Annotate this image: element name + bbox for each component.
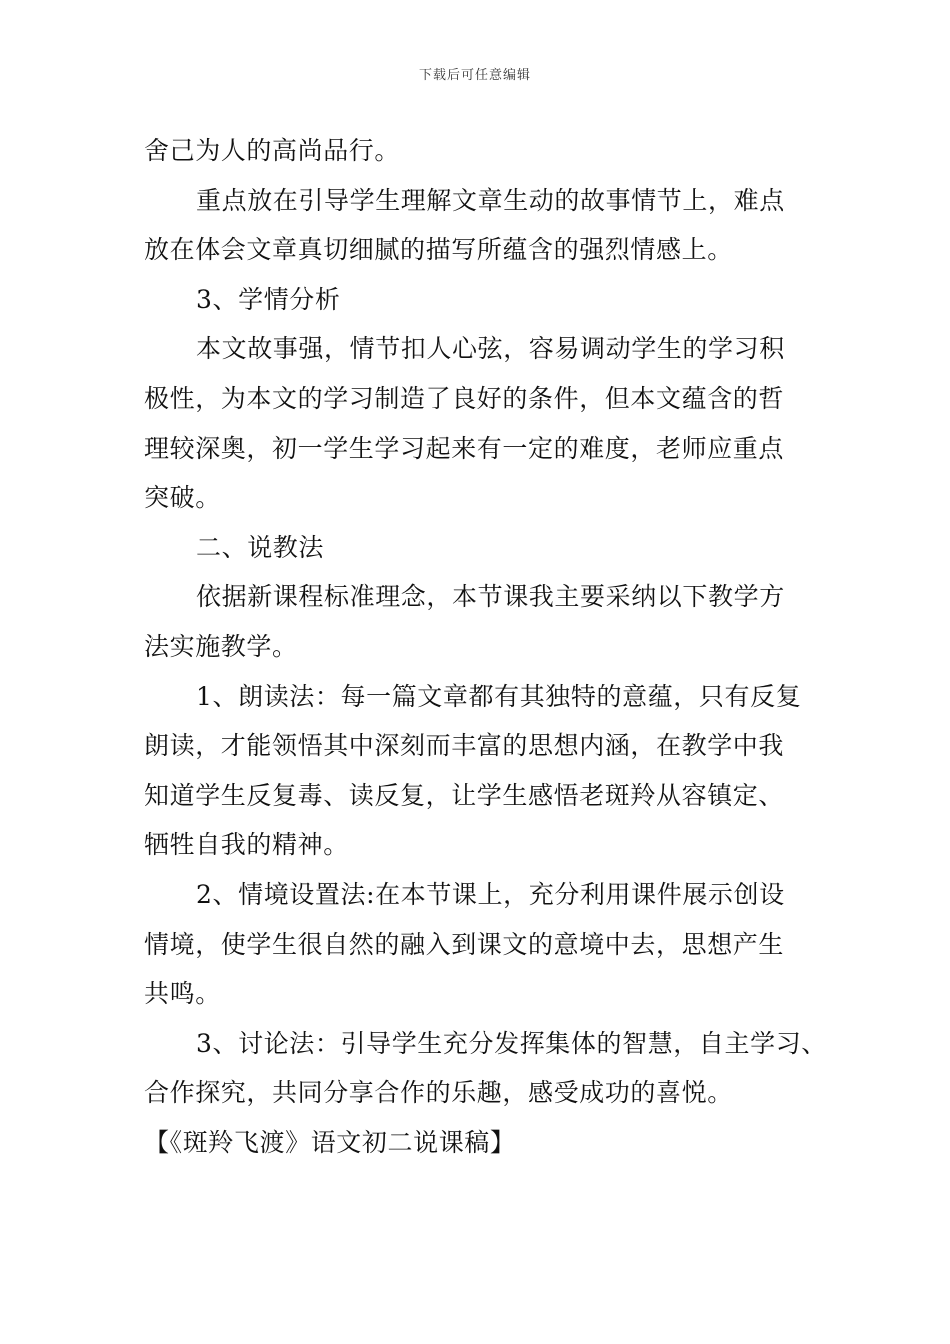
text-line: 依据新课程标准理念，本节课我主要采纳以下教学方 (196, 582, 785, 612)
text-line: 放在体会文章真切细腻的描写所蕴含的强烈情感上。 (144, 235, 733, 265)
text-line: 理较深奥，初一学生学习起来有一定的难度，老师应重点 (144, 433, 785, 463)
text-line: 牺牲自我的精神。 (144, 830, 349, 860)
text-line: 法实施教学。 (144, 631, 298, 661)
text-line: 知道学生反复毒、读反复，让学生感悟老斑羚从容镇定、 (144, 780, 785, 810)
document-title-footer: 【《斑羚飞渡》语文初二说课稿】 (144, 1127, 516, 1157)
page-header: 下载后可任意编辑 (418, 68, 531, 83)
section-heading: 二、说教法 (196, 532, 325, 562)
list-item: 3、讨论法：引导学生充分发挥集体的智慧，自主学习、 (196, 1028, 827, 1058)
text-line: 共鸣。 (144, 979, 221, 1009)
list-item: 1、朗读法：每一篇文章都有其独特的意蕴，只有反复 (196, 681, 802, 711)
text-line: 合作探究，共同分享合作的乐趣，感受成功的喜悦。 (144, 1078, 733, 1108)
text-line: 重点放在引导学生理解文章生动的故事情节上，难点 (196, 185, 785, 215)
text-line: 本文故事强，情节扣人心弦，容易调动学生的学习积 (196, 334, 785, 364)
section-heading: 3、学情分析 (196, 284, 341, 314)
document-body (144, 126, 827, 1167)
text-line: 舍己为人的高尚品行。 (144, 136, 401, 165)
text-line: 极性，为本文的学习制造了良好的条件，但本文蕴含的哲 (144, 383, 785, 413)
text-line: 朗读，才能领悟其中深刻而丰富的思想内涵，在教学中我 (144, 731, 785, 761)
list-item: 2、情境设置法:在本节课上，充分利用课件展示创设 (196, 879, 785, 909)
text-line: 情境，使学生很自然的融入到课文的意境中去，思想产生 (144, 929, 785, 959)
text-line: 突破。 (144, 483, 221, 513)
